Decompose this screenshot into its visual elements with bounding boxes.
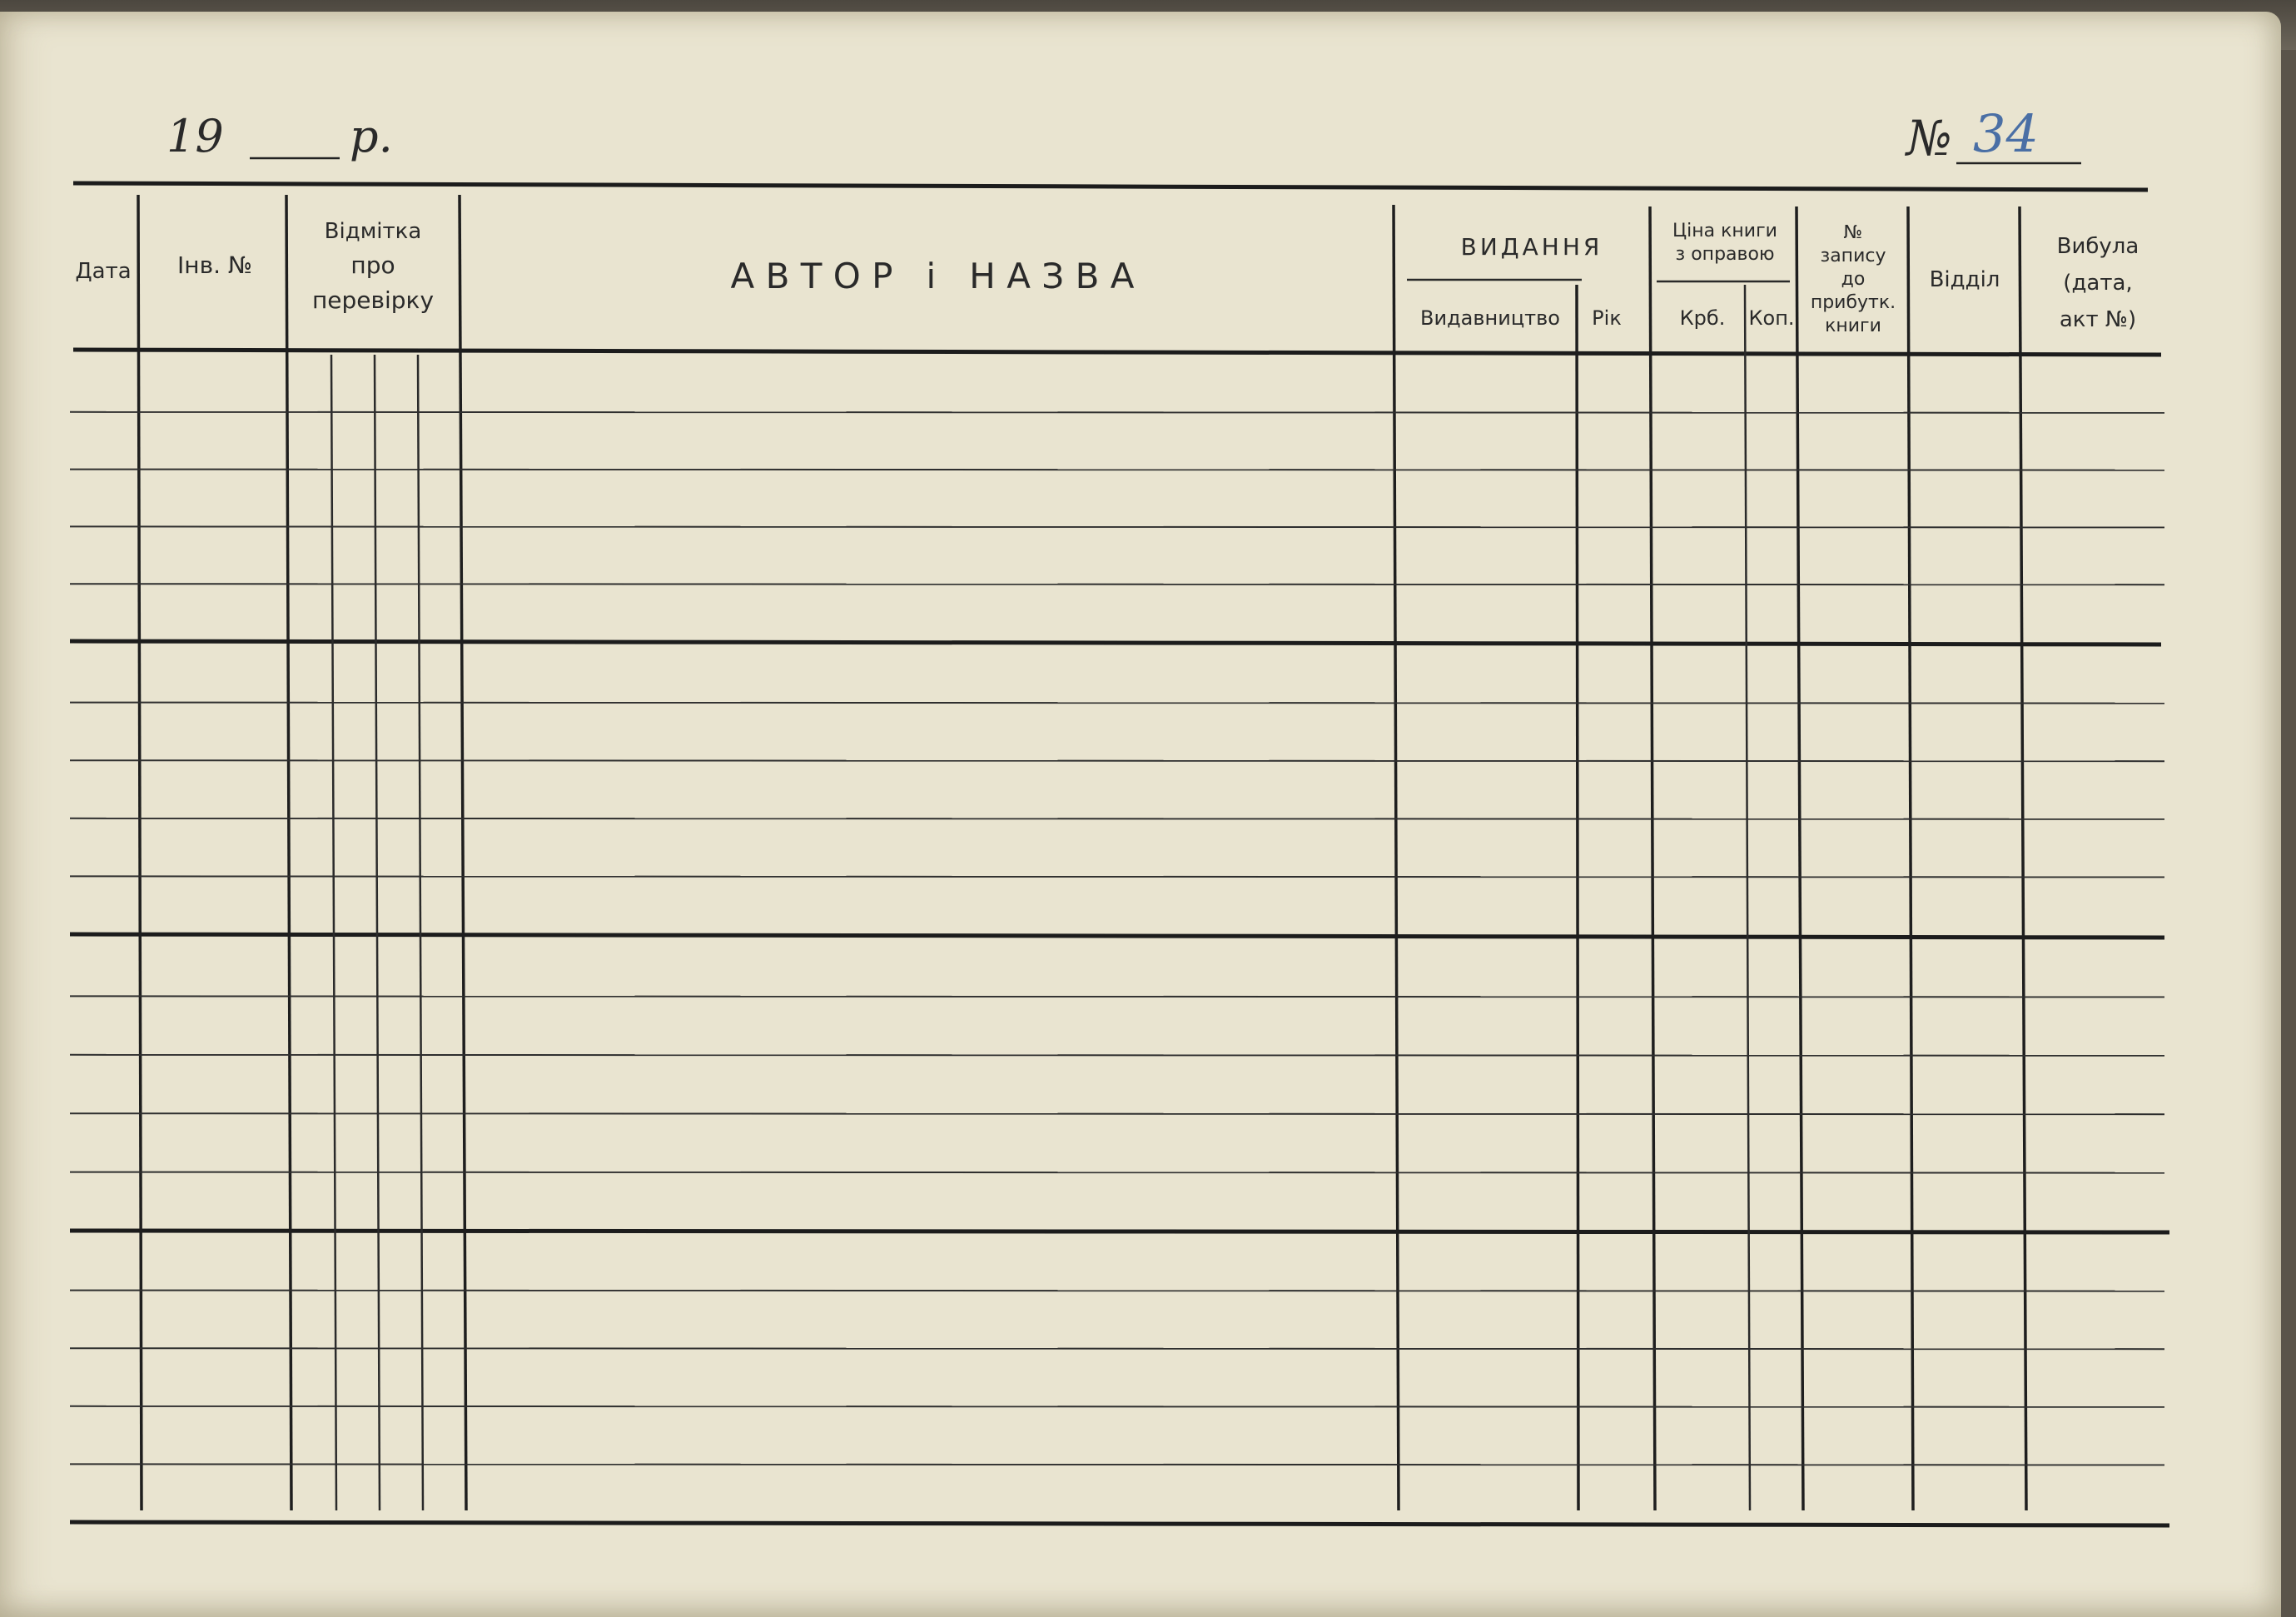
col-removed-line3: акт №) (2059, 307, 2137, 332)
col-kop: Коп. (1748, 306, 1795, 330)
col-border-check (460, 195, 466, 1510)
ruled-line (70, 1348, 2164, 1349)
col-rub: Крб. (1679, 306, 1726, 330)
col-border-inv (286, 195, 291, 1510)
col-border-rub (1745, 285, 1750, 1510)
ruled-line (70, 584, 2164, 585)
ruled-line (70, 876, 2164, 877)
ruled-line (70, 526, 2164, 527)
check-sub-2 (375, 355, 380, 1510)
header-bottom-rule (73, 350, 2161, 355)
col-removed-line1: Вибула (2056, 234, 2139, 259)
year-suffix: р. (350, 110, 393, 162)
col-entry-line5: книги (1825, 316, 1881, 336)
col-price-line1: Ціна книги (1672, 221, 1777, 241)
col-check-line1: Відмітка (324, 219, 422, 244)
bottom-rule (70, 1522, 2169, 1525)
col-entry-line4: прибутк. (1810, 292, 1896, 313)
col-border-title (1394, 205, 1399, 1510)
col-date: Дата (75, 259, 132, 284)
col-removed-line2: (дата, (2063, 271, 2133, 296)
ruled-line (70, 703, 2164, 704)
col-check-line2: про (350, 251, 395, 279)
ruled-line (70, 1172, 2164, 1173)
col-department: Відділ (1929, 267, 2000, 292)
number-symbol: № (1906, 110, 1952, 167)
ruled-line (70, 760, 2164, 761)
col-border-kop (1797, 206, 1803, 1510)
block-separator-1 (70, 641, 2161, 644)
ruled-line (70, 1113, 2164, 1114)
col-publisher: Видавництво (1420, 306, 1560, 330)
check-sub-1 (331, 355, 336, 1510)
col-entry-line3: до (1841, 269, 1866, 290)
col-border-department (2020, 206, 2026, 1510)
ruled-line (70, 996, 2164, 997)
col-border-date (138, 195, 142, 1510)
col-entry-line1: № (1843, 222, 1863, 243)
col-year: Рік (1592, 306, 1622, 330)
col-border-entry (1908, 206, 1913, 1510)
col-price-line2: з оправою (1675, 244, 1775, 265)
ruled-line (70, 818, 2164, 819)
col-author-title: А В Т О Р і Н А З В А (730, 256, 1135, 296)
year-prefix: 19 (166, 110, 224, 162)
ruled-line (70, 412, 2164, 413)
col-border-publisher (1577, 285, 1578, 1510)
col-check-line3: перевірку (311, 286, 435, 314)
ledger-page (0, 12, 2281, 1617)
col-entry-line2: запису (1820, 246, 1886, 266)
top-rule (73, 183, 2148, 190)
block-separator-2 (70, 934, 2164, 938)
col-border-year (1650, 206, 1655, 1510)
ruled-line (70, 1464, 2164, 1465)
block-separator-3 (70, 1231, 2169, 1232)
number-value: 34 (1973, 103, 2039, 164)
check-sub-3 (418, 355, 423, 1510)
ledger-form (0, 12, 2281, 1617)
ruled-line (70, 1055, 2164, 1056)
ruled-line (70, 1406, 2164, 1407)
col-edition: ВИДАННЯ (1460, 233, 1603, 261)
col-inv-no: Інв. № (177, 251, 252, 279)
